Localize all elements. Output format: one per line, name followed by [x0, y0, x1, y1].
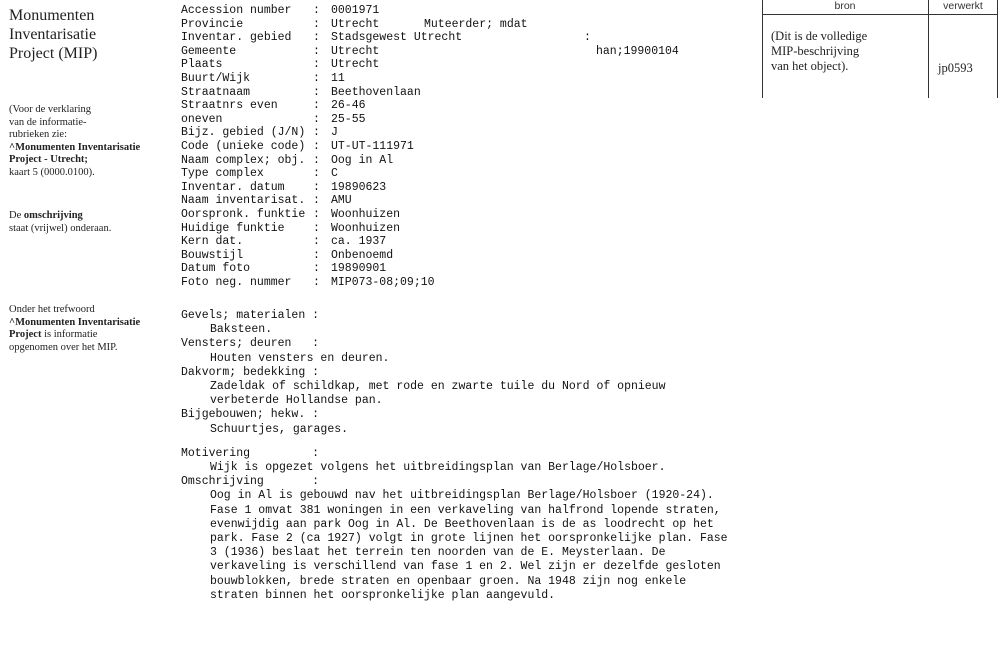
field-value: 0001971 [331, 4, 380, 17]
field-value: MIP073-08;09;10 [331, 275, 435, 289]
field-value: Woonhuizen [331, 207, 401, 221]
source-line: MIP-beschrijving [771, 44, 860, 58]
field-label: Huidige funktie [181, 221, 285, 235]
building-section [181, 408, 728, 436]
field-value: 19890623 [331, 180, 387, 194]
field-value: Utrecht [331, 17, 380, 31]
section-text: bouwblokken, brede straten en openbaar groen. Na 1948 zijn nog enkele [210, 574, 687, 588]
field-colon: : [313, 235, 320, 249]
title-line: Project (MIP) [9, 45, 98, 62]
section-text: evenwijdig aan park Oog in Al. De Beethovenlaan is de as loodrecht op het [210, 517, 714, 531]
section-text: Wijk is opgezet volgens het uitbreidingsplan van Berlage/Holsboer. [210, 461, 666, 475]
field-colon: : [313, 275, 320, 289]
section-text: Fase 1 omvat 381 woningen in een verkaveling van halfrond lopende straten, [210, 503, 721, 517]
source-line: van het object). [771, 59, 849, 73]
note-bold-line: ^Monumenten Inventarisatie [9, 316, 141, 328]
field-colon: : [313, 85, 320, 99]
document-title [9, 6, 97, 63]
field-colon: : [313, 71, 320, 85]
note-bold-line: Project [9, 329, 42, 340]
field-value: 19890901 [331, 262, 387, 276]
section-heading: Vensters; deuren : [181, 337, 320, 351]
processed-header: verwerkt [943, 0, 983, 12]
note-bold-line: ^Monumenten Inventarisatie [9, 141, 141, 153]
building-section [181, 309, 728, 337]
field-value: 11 [331, 71, 345, 85]
field-label: Naam inventarisat. [181, 194, 306, 208]
field-label: Gemeente [181, 44, 237, 58]
field-colon: : [313, 99, 320, 113]
field-colon: : [313, 58, 320, 72]
section-heading: Dakvorm; bedekking : [181, 365, 320, 379]
field-label: Accession number [181, 4, 292, 17]
processed-value: jp0593 [938, 61, 973, 75]
field-colon: : [313, 262, 320, 276]
note-line: rubrieken zie: [9, 129, 68, 140]
field-value: 26-46 [331, 99, 366, 113]
mutator-value: han;19900104 [596, 44, 679, 58]
title-line: Monumenten [9, 7, 95, 24]
field-colon: : [313, 167, 320, 181]
building-section [181, 337, 728, 365]
note-line: van de informatie- [9, 116, 87, 128]
omschrijving-section [181, 475, 728, 603]
field-label: Straatnaam [181, 85, 251, 99]
field-label: Naam complex; obj. [181, 153, 306, 167]
field-label: Plaats [181, 58, 223, 72]
field-label: Inventar. datum [181, 180, 285, 194]
source-line: (Dit is de volledige [771, 29, 868, 43]
note-line: kaart 5 (0000.0100). [9, 166, 95, 178]
field-label: Bijz. gebied (J/N) [181, 126, 306, 140]
field-colon: : [313, 44, 320, 58]
field-value: Beethovenlaan [331, 85, 421, 99]
field-value: Utrecht [331, 44, 380, 58]
record-sections [181, 309, 728, 603]
source-header: bron [834, 0, 856, 12]
field-label: Kern dat. [181, 235, 244, 249]
section-text: 3 (1936) beslaat het terrein ten noorden van de E. Meysterlaan. De [210, 546, 666, 560]
field-value: C [331, 167, 338, 181]
field-label: Foto neg. nummer [181, 275, 292, 289]
title-line: Inventarisatie [9, 26, 97, 43]
field-label: Oorspronk. funktie [181, 207, 306, 221]
field-colon: : [313, 139, 320, 153]
note-legend-reference [9, 104, 140, 179]
field-colon: : [313, 17, 320, 31]
section-text: straten binnen het oorspronkelijke plan aangevuld. [210, 588, 556, 602]
field-value: UT-UT-111971 [331, 139, 414, 153]
field-value: Oog in Al [331, 153, 394, 167]
field-colon: : [313, 207, 320, 221]
field-colon: : [313, 194, 320, 208]
note-bold: omschrijving [23, 210, 83, 221]
section-text: Houten vensters en deuren. [210, 351, 390, 365]
note-line: opgenomen over het MIP. [9, 341, 118, 353]
note-line: (Voor de verklaring [9, 104, 92, 115]
mutator-field [424, 4, 679, 58]
section-text: verbeterde Hollandse pan. [210, 394, 383, 408]
note-keyword [9, 304, 140, 354]
field-value: ca. 1937 [331, 235, 387, 249]
note-bold-line: Project - Utrecht; [9, 154, 88, 165]
field-value: Woonhuizen [331, 221, 401, 235]
field-label: Type complex [181, 167, 264, 181]
field-colon: : [313, 221, 320, 235]
note-description-location [9, 210, 111, 235]
field-label: Datum foto [181, 262, 251, 276]
section-heading: Motivering : [181, 446, 320, 460]
field-value: J [331, 126, 338, 140]
note-text: is informatie [41, 329, 98, 340]
note-line: staat (vrijwel) onderaan. [9, 222, 112, 234]
motivering-section [181, 447, 728, 475]
section-text: Oog in Al is gebouwd nav het uitbreidingsplan Berlage/Holsboer (1920-24). [210, 489, 714, 503]
field-colon: : [313, 126, 320, 140]
field-colon: : [313, 112, 320, 126]
note-text: De [9, 210, 24, 221]
field-colon: : [313, 180, 320, 194]
building-section [181, 366, 728, 409]
field-value: Onbenoemd [331, 248, 394, 262]
section-heading: Bijgebouwen; hekw. : [181, 408, 320, 422]
field-label: Bouwstijl [181, 248, 244, 262]
field-label: oneven [181, 112, 223, 126]
source-box [762, 0, 998, 98]
field-colon: : [584, 31, 591, 45]
field-label: Buurt/Wijk [181, 71, 251, 85]
field-value: AMU [331, 194, 352, 208]
field-label: Provincie [181, 17, 244, 31]
field-colon: : [313, 248, 320, 262]
section-text: Zadeldak of schildkap, met rode en zwarte tuile du Nord of opnieuw [210, 380, 666, 394]
section-text: Schuurtjes, garages. [210, 422, 349, 436]
field-value: Utrecht [331, 58, 380, 72]
section-heading: Omschrijving : [181, 475, 320, 489]
building-sections [181, 309, 728, 437]
field-value: 25-55 [331, 112, 366, 126]
section-text: park. Fase 2 (ca 1927) volgt in grote lijnen het oorspronkelijke plan. Fase [210, 532, 728, 546]
field-label: Straatnrs even [181, 99, 278, 113]
section-heading: Gevels; materialen : [181, 309, 320, 322]
field-colon: : [313, 153, 320, 167]
note-line: Onder het trefwoord [9, 304, 95, 315]
section-text: verkaveling is verschillend van fase 1 en 2. Wel zijn er dezelfde gesloten [210, 560, 721, 574]
field-value: Stadsgewest Utrecht [331, 31, 463, 45]
section-text: Baksteen. [210, 323, 273, 337]
source-text [771, 29, 867, 74]
field-colon: : [313, 4, 320, 17]
field-colon: : [313, 31, 320, 45]
field-label: Code (unieke code) [181, 139, 306, 153]
field-label: Inventar. gebied [181, 31, 292, 45]
mutator-label: Muteerder; mdat [424, 17, 528, 31]
